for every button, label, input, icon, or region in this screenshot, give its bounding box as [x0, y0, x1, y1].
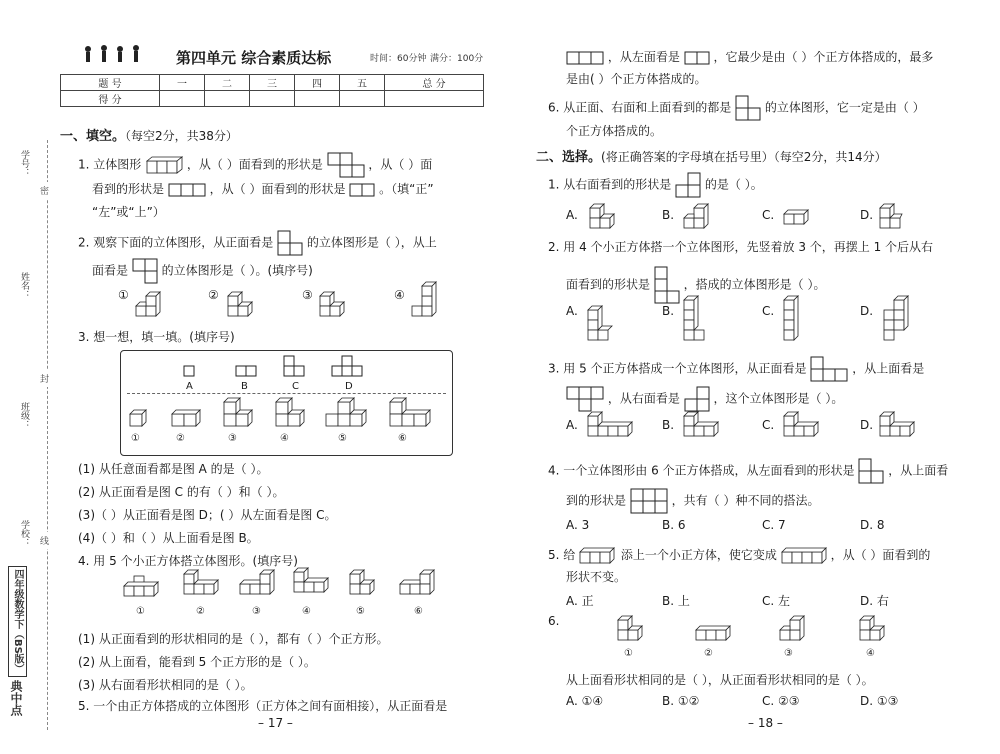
view-shape-icon: [132, 258, 158, 284]
q-text: 4. 一个立体图形由 6 个正方体搭成，从左面看到的形状是: [548, 463, 855, 478]
choice-6-number: 6.: [548, 614, 560, 628]
q3-sub-3: (3)（ ）从正面看是图 D；( ）从左面看是图 C。: [78, 508, 337, 522]
question-1-line-3: “左”或“上”）: [92, 205, 165, 219]
page-number-left: – 17 –: [258, 716, 293, 730]
option-D[interactable]: D.: [860, 418, 874, 432]
option-A[interactable]: A.: [566, 208, 578, 222]
q-text: 的是（ ）。: [704, 177, 763, 192]
view-shape-icon: [810, 356, 848, 382]
q-text: ，从左面看是: [607, 50, 680, 64]
brand-logo: 典中点: [9, 680, 23, 716]
option-C[interactable]: C. 左: [762, 594, 791, 608]
table-cell: 四: [294, 75, 339, 91]
q2-option-2: ②: [208, 288, 219, 302]
q-text: ，它最少是由（ ）个正方体搭成的，最多: [713, 50, 934, 64]
page-number-right: – 18 –: [748, 716, 783, 730]
question-5-text: 5. 一个由正方体搭成的立体图形（正方体之间有面相接），从正面看是: [78, 699, 448, 713]
view-shape-icon: [349, 183, 375, 197]
figure-num-5: ⑤: [338, 433, 347, 444]
cube-stack-icon: [134, 286, 170, 320]
q4-sub-1: (1) 从正面看到的形状相同的是（ ），都有（ ）个正方形。: [78, 632, 389, 646]
option-A[interactable]: A. 正: [566, 594, 594, 608]
figure-num-1: ①: [136, 606, 145, 617]
option-A[interactable]: A. ①④: [566, 694, 604, 708]
solid-figures-icon: [122, 566, 442, 604]
q5-continued-line-2: 是由( ）个正方体搭成的。: [566, 72, 707, 86]
figure-num-2: ②: [196, 606, 205, 617]
figure-num-6: ⑥: [414, 606, 423, 617]
figure-num-4: ④: [280, 433, 289, 444]
table-cell: 题 号: [61, 75, 160, 91]
figure-num-2: ②: [176, 433, 185, 444]
choice-2-line-1: 2. 用 4 个小正方体搭一个立体图形，先竖着放 3 个，再摆上 1 个后从右: [548, 240, 934, 254]
q-text: 1. 从右面看到的形状是: [548, 177, 672, 192]
solid-figures-icon: [612, 612, 892, 646]
cube-stack-icon: [410, 286, 446, 320]
score-cell[interactable]: [159, 91, 204, 107]
table-cell: 三: [249, 75, 294, 91]
option-D[interactable]: D.: [860, 208, 874, 222]
question-3-text: 3. 想一想，填一填。(填序号): [78, 330, 235, 344]
question-6-line-2: 个正方体搭成的。: [566, 124, 663, 138]
choice-4-line-1: [548, 458, 948, 484]
figure-num-4: ④: [866, 648, 875, 659]
view-shape-icon: [675, 172, 701, 198]
option-A[interactable]: A. 3: [566, 518, 590, 532]
option-C[interactable]: C.: [762, 304, 775, 318]
view-shape-icon: [684, 51, 710, 65]
q-text: ，从右面看是: [607, 391, 680, 406]
q-text: ，从（ ）面看到的形状是: [186, 157, 323, 172]
score-table-score-row: [61, 91, 484, 107]
solid-cube-figure-icon: [145, 155, 183, 175]
view-shape-icon: [735, 95, 761, 121]
figure-num-1: ①: [624, 648, 633, 659]
q3-sub-2: (2) 从正面看是图 C 的有（ ）和（ ）。: [78, 485, 285, 499]
figure-num-3: ③: [228, 433, 237, 444]
section-1-heading: [60, 125, 238, 144]
table-cell: 五: [339, 75, 384, 91]
section-note: （每空2分，共38分）: [125, 129, 238, 143]
view-shape-icon: [277, 230, 303, 256]
q-text: 。（填“正”: [379, 182, 434, 196]
option-B[interactable]: B.: [662, 304, 675, 318]
q-text: ，这个立体图形是（ ）。: [713, 391, 844, 406]
solid-figures-icon: [126, 396, 446, 430]
cube-stack-icon: [318, 286, 354, 320]
q-text: ，搭成的立体图形是（ ）。: [683, 277, 826, 292]
question-1-line-2: [92, 180, 434, 197]
figure-num-5: ⑤: [356, 606, 365, 617]
school-label: 学校：: [19, 520, 29, 547]
q-text: 的立体图形，它一定是由（ ）: [764, 100, 925, 115]
score-cell[interactable]: [384, 91, 483, 107]
q4-sub-3: (3) 从右面看形状相同的是（ ）。: [78, 678, 253, 692]
option-D[interactable]: D. 右: [860, 594, 889, 608]
section-label: 一、填空。: [60, 129, 126, 144]
table-cell: 得 分: [61, 91, 160, 107]
fold-line: [47, 140, 48, 730]
q-text: 1. 立体图形: [78, 157, 142, 172]
choice-4-line-2: [566, 488, 820, 514]
option-figures-icon: [584, 296, 914, 344]
figure-label-D: D: [345, 381, 353, 392]
view-shape-icon: [566, 386, 604, 412]
q-text: ，从上面看: [888, 463, 949, 478]
section-2-heading: [536, 146, 887, 165]
option-A[interactable]: A.: [566, 418, 578, 432]
option-figures-icon: [584, 200, 904, 230]
book-title: 四年级数学下（BS版）: [8, 566, 27, 677]
view-shape-icon: [327, 152, 365, 178]
fold-char-seal: 密: [40, 182, 49, 199]
option-C[interactable]: C. 7: [762, 518, 786, 532]
option-C[interactable]: C.: [762, 208, 775, 222]
q-text: 添上一个小正方体，使它变成: [620, 548, 777, 562]
score-cell[interactable]: [339, 91, 384, 107]
solid-cube-figure-icon: [781, 547, 827, 565]
option-A[interactable]: A.: [566, 304, 578, 318]
score-table: [60, 74, 484, 107]
q-text: 2. 观察下面的立体图形，从正面看是: [78, 235, 274, 250]
score-cell[interactable]: [204, 91, 249, 107]
question-2-line-1: [78, 230, 437, 256]
choice-1-text: [548, 172, 763, 198]
option-figures-icon: [584, 410, 924, 444]
section-label: 二、选择。: [536, 150, 602, 165]
fold-char-line: 线: [40, 532, 49, 549]
score-table-header-row: [61, 75, 484, 91]
option-D[interactable]: D. 8: [860, 518, 885, 532]
figure-label-C: C: [292, 381, 299, 392]
q-text: 的立体图形是（ ）。(填序号): [161, 263, 313, 278]
q-text: ，共有（ ）种不同的搭法。: [671, 493, 820, 508]
figure-label-A: A: [186, 381, 193, 392]
q-text: 3. 用 5 个正方体搭成一个立体图形，从正面看是: [548, 361, 807, 376]
figure-num-2: ②: [704, 648, 713, 659]
class-label: 班级：: [19, 402, 29, 429]
header-ornament-icon: [80, 44, 150, 66]
question-2-line-2: [92, 258, 313, 284]
figure-num-3: ③: [252, 606, 261, 617]
q4-sub-2: (2) 从上面看，能看到 5 个正方形的是（ ）。: [78, 655, 316, 669]
choice-5-line-1: [548, 546, 930, 565]
score-cell[interactable]: [294, 91, 339, 107]
fold-char-seal-2: 封: [40, 370, 49, 387]
q-text: 的立体图形是（ ），从上: [306, 235, 437, 250]
q-text: ，从（ ）面看到的形状是: [209, 182, 346, 196]
q5-continued-line-1: [566, 48, 933, 65]
table-cell: 一: [159, 75, 204, 91]
score-cell[interactable]: [249, 91, 294, 107]
figure-num-4: ④: [302, 606, 311, 617]
q-text: 面看是: [92, 263, 129, 278]
student-id-label: 学号：: [19, 150, 29, 177]
option-C[interactable]: C.: [762, 418, 775, 432]
figure-num-6: ⑥: [398, 433, 407, 444]
name-label: 姓名：: [19, 272, 29, 299]
view-shape-icon: [858, 458, 884, 484]
solid-cube-figure-icon: [579, 547, 617, 565]
choice-5-line-2: 形状不变。: [566, 570, 627, 584]
q-text: 6. 从正面、右面和上面看到的都是: [548, 100, 732, 115]
question-6-line-1: [548, 95, 925, 121]
q-text: 5. 给: [548, 548, 576, 562]
q2-option-4: ④: [394, 288, 405, 302]
q2-option-1: ①: [118, 288, 129, 302]
q3-sub-4: (4)（ ）和（ ）从上面看是图 B。: [78, 531, 259, 545]
view-shape-icon: [168, 183, 206, 197]
option-B[interactable]: B.: [662, 418, 675, 432]
view-shape-icon: [630, 488, 668, 514]
time-limit: 时间：60分钟: [370, 54, 427, 64]
q-text: ，从（ ）面: [368, 157, 433, 172]
q-text: 到的形状是: [566, 493, 627, 508]
q-text: ，从（ ）面看到的: [830, 548, 931, 562]
view-shape-icon: [684, 386, 710, 412]
cube-stack-icon: [226, 286, 262, 320]
figure-num-3: ③: [784, 648, 793, 659]
choice-3-line-1: [548, 356, 924, 382]
question-4-text: 4. 用 5 个小正方体搭立体图形。(填序号): [78, 554, 298, 568]
question-1-line-1: [78, 152, 432, 178]
q3-sub-1: (1) 从任意面看都是图 A 的是（ ）。: [78, 462, 269, 476]
q2-option-3: ③: [302, 288, 313, 302]
view-shape-icon: [566, 51, 604, 65]
option-D[interactable]: D. ①③: [860, 694, 899, 708]
binding-margin: [0, 0, 56, 754]
figure-num-1: ①: [131, 433, 140, 444]
table-cell: 二: [204, 75, 249, 91]
panel-divider: [127, 393, 446, 394]
q-text: ，从上面看是: [852, 361, 925, 376]
option-B[interactable]: B.: [662, 208, 675, 222]
option-D[interactable]: D.: [860, 304, 874, 318]
option-B[interactable]: B. 6: [662, 518, 686, 532]
choice-3-line-2: [566, 386, 843, 412]
q-text: 面看到的形状是: [566, 277, 651, 292]
q-text: 看到的形状是: [92, 182, 165, 196]
option-C[interactable]: C. ②③: [762, 694, 800, 708]
choice-6-text: 从上面看形状相同的是（ ），从正面看形状相同的是（ ）。: [566, 673, 874, 687]
option-B[interactable]: B. ①②: [662, 694, 700, 708]
table-cell: 总 分: [384, 75, 483, 91]
page-title: 第四单元 综合素质达标: [176, 49, 332, 67]
option-B[interactable]: B. 上: [662, 594, 690, 608]
full-score: 满分：100分: [430, 54, 484, 64]
figure-label-B: B: [241, 381, 248, 392]
section-note: (将正确答案的字母填在括号里）（每空2分，共14分）: [601, 150, 887, 164]
